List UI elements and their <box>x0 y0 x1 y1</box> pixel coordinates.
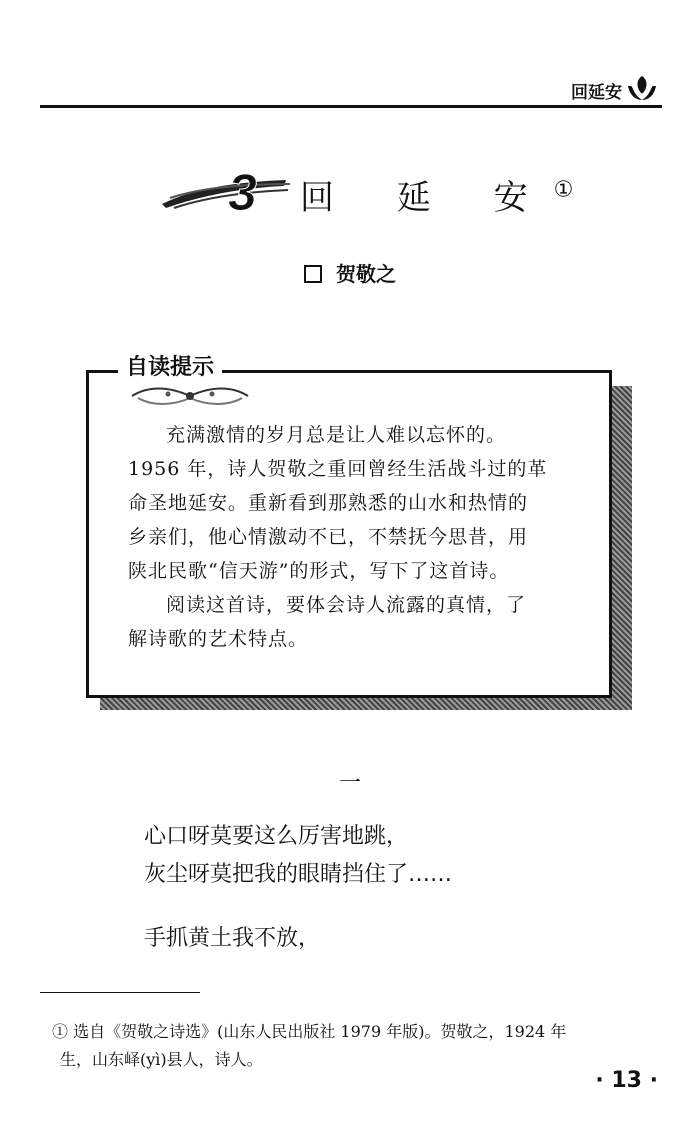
footnote-rule <box>40 992 200 993</box>
footnote-line: 生，山东峄(yì)县人，诗人。 <box>60 1050 263 1069</box>
guide-line: 1956 年，诗人贺敬之重回曾经生活战斗过的革 <box>128 458 548 480</box>
guide-line: 充满激情的岁月总是让人难以忘怀的。 <box>166 424 507 446</box>
poem-line: 灰尘呀莫把我的眼睛挡住了…… <box>144 862 453 887</box>
header-rule <box>40 105 662 108</box>
author-line <box>0 258 700 287</box>
author-name: 贺敬之 <box>336 262 396 286</box>
guide-line: 命圣地延安。重新看到那熟悉的山水和热情的 <box>128 492 529 514</box>
running-header <box>0 72 700 112</box>
header-title: 回延安 <box>571 83 622 103</box>
chapter-title-text: 回 延 安 <box>300 178 554 218</box>
stanza-gap <box>144 894 452 920</box>
chapter-heading <box>160 160 580 220</box>
poem-line: 手抓黄土我不放， <box>144 926 321 951</box>
page-number: · 13 · <box>595 1068 658 1093</box>
author-bullet-box <box>304 265 322 283</box>
floral-ornament-icon <box>128 382 252 408</box>
guide-line: 解诗歌的艺术特点。 <box>128 628 309 650</box>
guide-label-wrap <box>118 350 222 381</box>
footnote <box>52 1018 662 1074</box>
poem-line: 心口呀莫要这么厉害地跳， <box>144 824 409 849</box>
guide-line: 阅读这首诗，要体会诗人流露的真情，了 <box>166 594 527 616</box>
guide-line: 乡亲们，他心情激动不已，不禁抚今思昔，用 <box>128 526 529 548</box>
chapter-title <box>300 170 573 219</box>
chapter-number-brush <box>160 160 300 220</box>
poem-body <box>144 818 452 958</box>
section-number: 一 <box>338 771 361 796</box>
footnote-line: ① 选自《贺敬之诗选》(山东人民出版社 1979 年版)。贺敬之，1924 年 <box>52 1022 567 1041</box>
guide-text <box>128 418 588 656</box>
guide-label: 自读提示 <box>126 355 215 380</box>
chapter-number: 3 <box>228 164 257 220</box>
leaf-hands-icon <box>624 72 660 104</box>
guide-line: 陕北民歌“信天游”的形式，写下了这首诗。 <box>128 560 510 582</box>
chapter-footnote-mark: ① <box>553 177 574 203</box>
